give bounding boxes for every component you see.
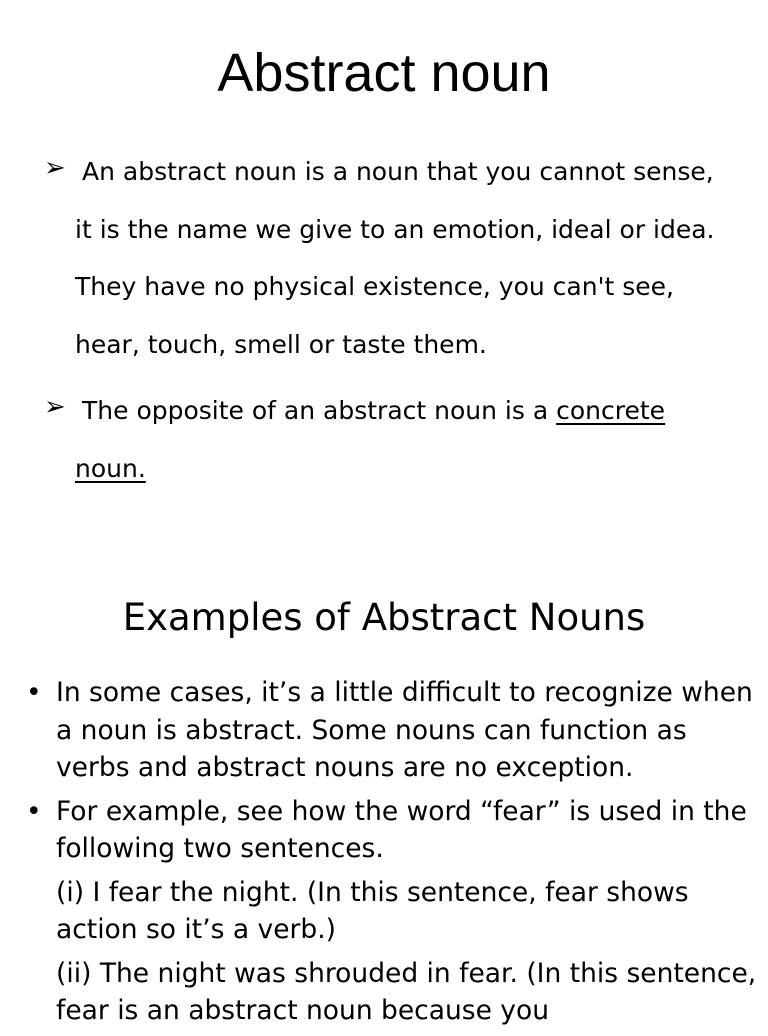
arrowhead-bullet-icon: ➢ — [44, 153, 66, 183]
bullet-dot-icon: • — [26, 677, 42, 708]
slide-title: Examples of Abstract Nouns — [122, 596, 646, 639]
definition-paragraph: An abstract noun is a noun that you cannot sense, it is the name we give to an emotion, ideal or idea. They have no physical existence, you can't see, hear, touch, smell or taste them. — [75, 157, 715, 359]
bullet-dot-icon: • — [26, 795, 42, 827]
example-sentence-2: (ii) The night was shrouded in fear. (In this sentence, fear is an abstract noun because you — [56, 957, 757, 1026]
opposite-paragraph — [75, 382, 735, 497]
bullet-list — [0, 674, 768, 1036]
list-item — [0, 793, 768, 1030]
opposite-text: The opposite of an abstract noun is a — [82, 396, 557, 425]
list-item — [0, 674, 768, 787]
list-item-text: In some cases, it’s a little difficult to recognize when a noun is abstract. Some nouns can function as verbs and abstract nouns are no exception. — [56, 677, 753, 783]
example-sentence-1: (i) I fear the night. (In this sentence, fear shows action so it’s a verb.) — [56, 876, 689, 945]
slide-title: Abstract noun — [217, 43, 551, 103]
arrowhead-bullet-icon: ➢ — [44, 392, 66, 422]
list-item-text: For example, see how the word “fear” is used in the following two sentences. — [56, 795, 747, 864]
slide-examples — [0, 560, 768, 1024]
concrete-noun-underlined: concrete noun. — [75, 396, 666, 483]
